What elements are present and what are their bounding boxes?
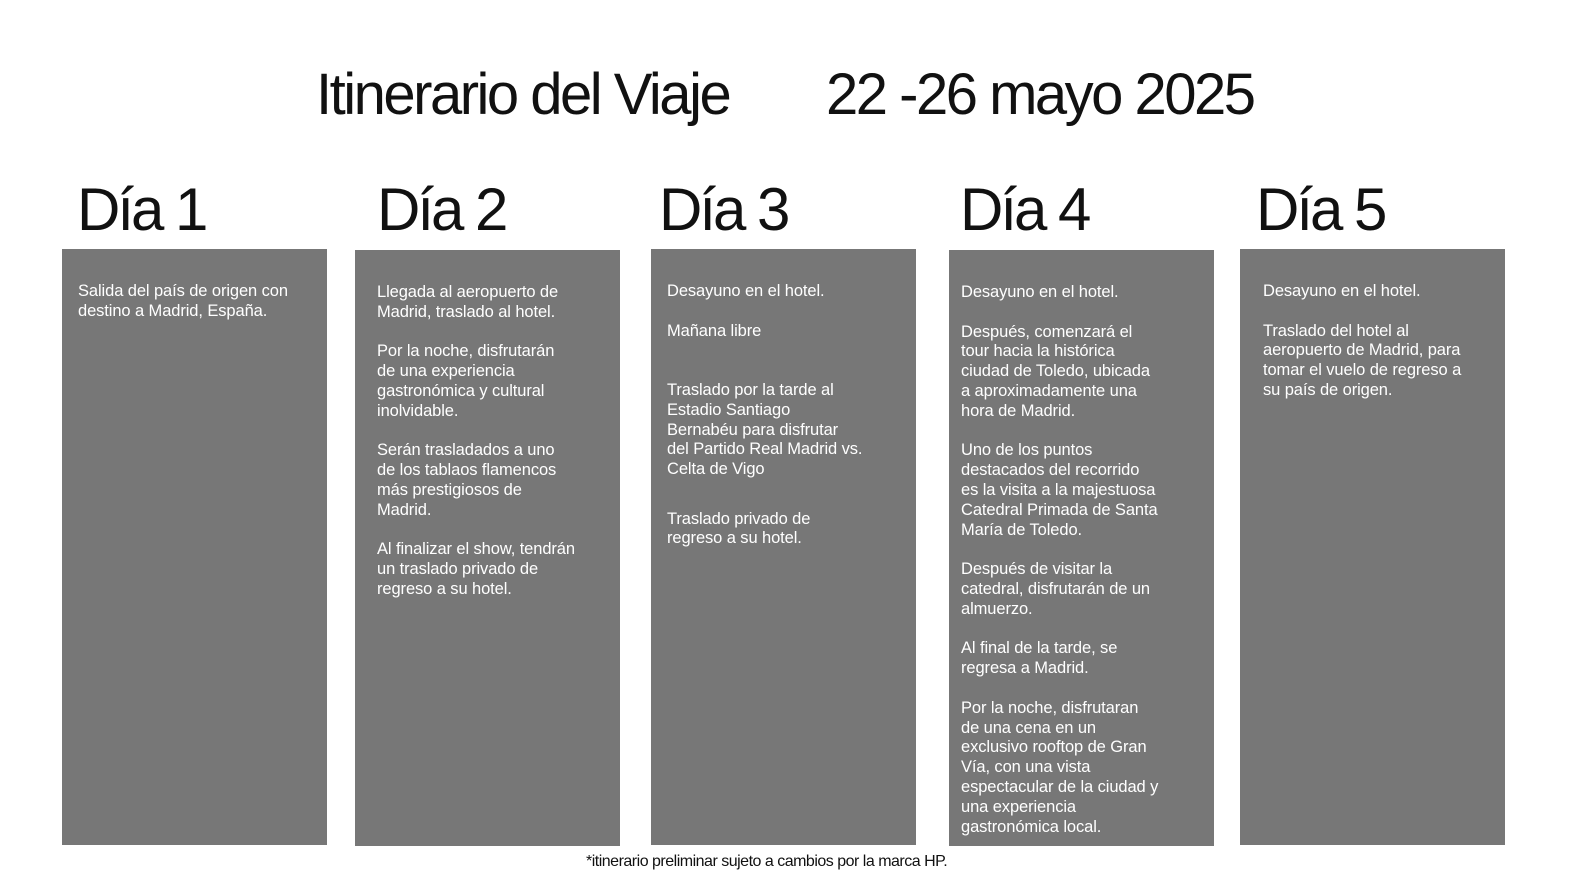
day-2-heading: Día 2: [377, 176, 506, 243]
day-4-paragraph: Uno de los puntos destacados del recorrido es la visita a la majestuosa Catedral Primada de Santa María de Toledo.: [961, 441, 1158, 539]
day-2-paragraph: Serán trasladados a uno de los tablaos flamencos más prestigiosos de Madrid.: [377, 441, 557, 519]
day-4-paragraph: Por la noche, disfrutaran de una cena en un exclusivo rooftop de Gran Vía, con una vista espectacular de la ciudad y una experiencia gastronómica local.: [961, 698, 1159, 836]
day-5-heading: Día 5: [1256, 176, 1385, 243]
day-1-box: [62, 249, 327, 845]
day-1-heading: Día 1: [77, 176, 206, 243]
day-1-paragraph: Salida del país de origen con destino a Madrid, España.: [78, 282, 288, 320]
day-4-paragraph: Después, comenzará el tour hacia la histórica ciudad de Toledo, ubicada a aproximadamente una hora de Madrid.: [961, 322, 1150, 420]
itinerary-title: Itinerario del Viaje: [316, 62, 730, 127]
day-2-paragraph: Al finalizar el show, tendrán un traslado privado de regreso a su hotel.: [377, 540, 575, 598]
day-3-paragraph: Traslado por la tarde al Estadio Santiago Bernabéu para disfrutar del Partido Real Madrid vs. Celta de Vigo: [667, 380, 863, 479]
day-3-box: [651, 249, 916, 845]
day-5-box: [1240, 249, 1505, 845]
day-3-paragraph: Mañana libre: [667, 321, 762, 340]
day-3-paragraph: Desayuno en el hotel.: [667, 282, 825, 300]
day-5-paragraph: Desayuno en el hotel.: [1263, 282, 1421, 300]
day-4-heading: Día 4: [960, 176, 1089, 243]
day-3-paragraph: Traslado privado de regreso a su hotel.: [667, 509, 811, 548]
trip-dates: 22 -26 mayo 2025: [826, 62, 1254, 127]
day-2-box: [355, 250, 620, 846]
day-2-paragraph: Llegada al aeropuerto de Madrid, traslado al hotel.: [377, 283, 559, 321]
day-5-paragraph: Traslado del hotel al aeropuerto de Madrid, para tomar el vuelo de regreso a su país de origen.: [1263, 321, 1462, 399]
day-2-paragraph: Por la noche, disfrutarán de una experiencia gastronómica y cultural inolvidable.: [377, 342, 555, 420]
day-3-heading: Día 3: [659, 176, 788, 243]
day-4-box: [949, 250, 1214, 846]
day-4-paragraph: Después de visitar la catedral, disfrutarán de un almuerzo.: [961, 560, 1150, 618]
day-4-paragraph: Al final de la tarde, se regresa a Madrid.: [961, 639, 1118, 678]
footnote: *itinerario preliminar sujeto a cambios por la marca HP.: [586, 853, 948, 870]
day-4-paragraph: Desayuno en el hotel.: [961, 283, 1119, 301]
